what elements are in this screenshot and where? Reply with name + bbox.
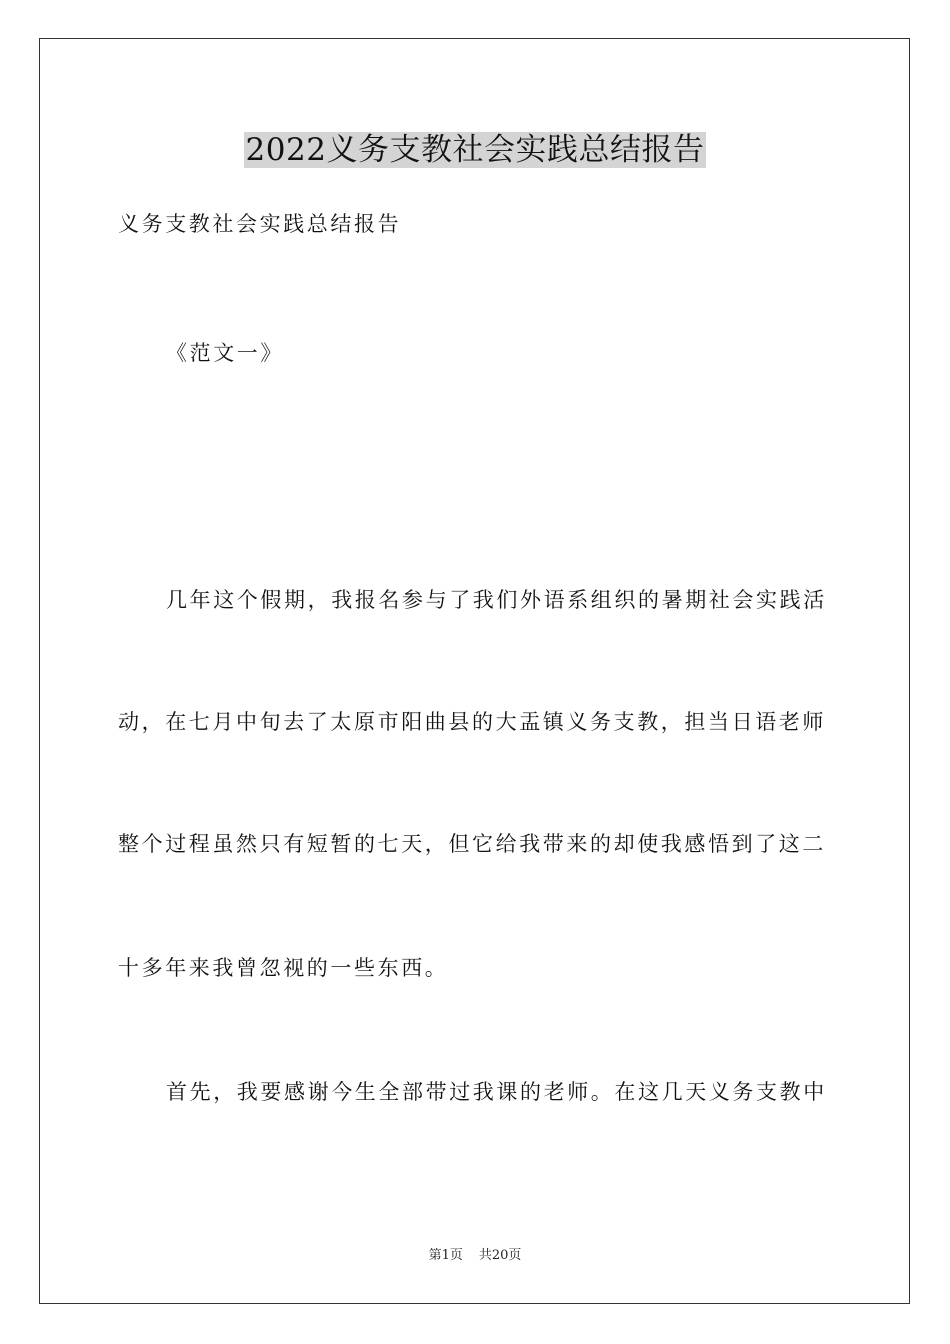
paragraph-line: 十多年来我曾忽视的一些东西。 [118, 956, 449, 980]
paragraph-line: 首先，我要感谢今生全部带过我课的老师。在这几天义务支教中 [166, 1080, 827, 1104]
page-number: 第1页 [428, 1248, 463, 1263]
document-title [0, 130, 950, 170]
document-title-text: 2022义务支教社会实践总结报告 [245, 132, 705, 168]
paragraph-line: 整个过程虽然只有短暂的七天，但它给我带来的却使我感悟到了这二 [118, 832, 826, 856]
paragraph-line: 动，在七月中旬去了太原市阳曲县的大盂镇义务支教，担当日语老师 [118, 710, 826, 734]
page-footer [0, 1247, 950, 1265]
section-label: 《范文一》 [166, 341, 284, 365]
page-total: 共20页 [478, 1248, 522, 1263]
paragraph-line: 几年这个假期，我报名参与了我们外语系组织的暑期社会实践活 [166, 588, 827, 612]
document-subtitle: 义务支教社会实践总结报告 [118, 212, 402, 236]
